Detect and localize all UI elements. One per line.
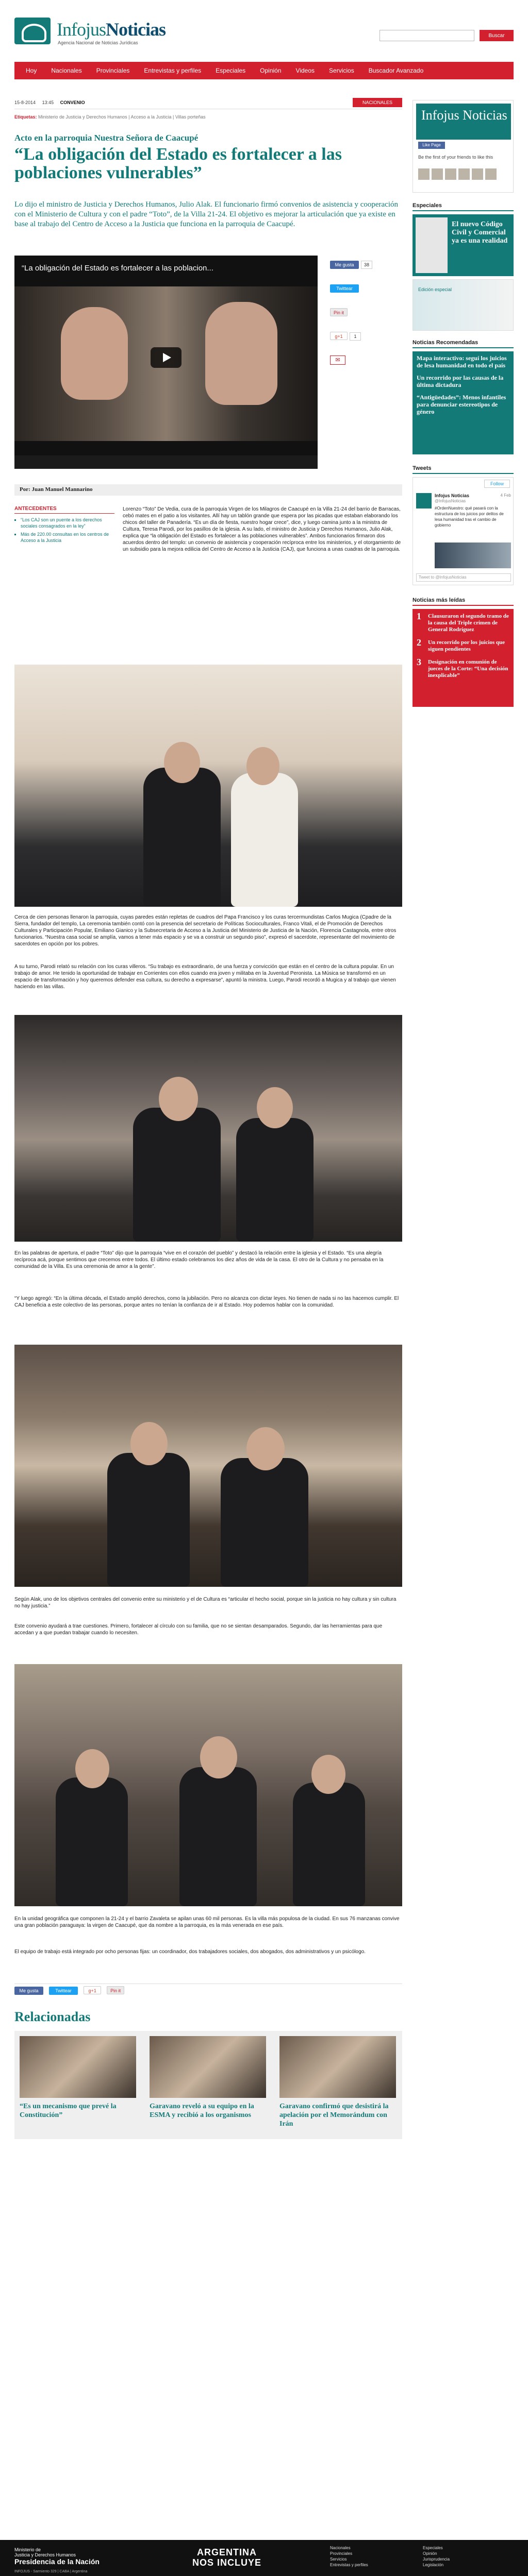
photo-head — [130, 1422, 168, 1465]
photo-head — [75, 1749, 109, 1788]
body-paragraph: El equipo de trabajo está integrado por ocho personas fijas: un coordinador, dos trabajadores sociales, dos abogados, dos administrativos y un psicólogo. — [14, 1949, 366, 1955]
photo-person — [179, 1767, 257, 1906]
search-box — [380, 30, 514, 41]
photo-head — [257, 1087, 293, 1128]
nav-item-especiales[interactable]: Especiales — [216, 67, 246, 74]
google-plus-button[interactable]: g+1 — [330, 332, 348, 340]
main-nav — [14, 62, 514, 79]
related-title: Relacionadas — [14, 2009, 91, 2024]
avatar — [458, 168, 470, 180]
tweet-to-input[interactable]: Tweet to @InfojusNoticias — [416, 573, 511, 582]
tags-list[interactable]: Ministerio de Justicia y Derechos Humanos | Acceso a la Justicia | Villas porteñas — [38, 114, 206, 120]
related-card[interactable] — [279, 2036, 396, 2128]
especial-banner[interactable] — [412, 279, 514, 331]
body-paragraph: En las palabras de apertura, el padre “Toto” dijo que la parroquia “vive en el corazón del pueblo” y destacó la relación entre la iglesia y el Estado. “Es una alegría recíproca acá, porque sentimos que crecemos entre todos. El último estado celebramos los diez años de vida de la casa. El otro de la Cultura y no pensaba en la comunidad de la Villa. Es una ceremonia de amor a la gente”. — [14, 1250, 384, 1269]
body-paragraph: A su turno, Parodi relató su relación con los curas villeros. “Su trabajo es extraordinario, de una fuerza y convicción que están en el centro de la cultura popular. En un trabajo de amor. He tenido la oportunidad de trabajar en Corrientes con ellos cuando era joven y militaba en la Juventud Peronista. La Música se transformó en un espacio de transformación y hoy queremos defender esa cultura, su derecho a expresarse”, apuntó la ministra. Luego, Parodi recordó a Mugica y al trabajo que vienen haciendo en las villas. — [14, 964, 396, 990]
facebook-count: 38 — [361, 261, 372, 269]
recomendadas-list — [412, 351, 514, 454]
antecedente-link[interactable]: ▪ “Los CAJ son un puente a los derechos sociales consagrados en la ley” — [21, 517, 114, 529]
body-paragraph: Este convenio ayudará a trae cuestiones. Primero, fortalecer al círculo con su familia, que no se sientan desamparados. Segundo, dar las herramientas para que accedan y a que puedan trabajar cuando lo necesiten. — [14, 1623, 383, 1636]
body-paragraph: “Y luego agregó: “En la última década, el Estado amplió derechos, como la jubilación. Pero no alcanza con dictar leyes. No tienen de nada si no las hacemos cumplir. El CAJ beneficia a este colectivo de las personas, porque antes no tenían la confianza de ir al Estado. Hoy podemos hablar con la comunidad. — [14, 1296, 399, 1308]
tweet-username: @InfojusNoticias — [435, 499, 466, 503]
article-photo — [14, 1015, 402, 1242]
photo-head — [246, 747, 279, 785]
footer-logo[interactable] — [14, 2547, 107, 2566]
related-image — [150, 2036, 266, 2098]
nacionales-button[interactable]: NACIONALES — [353, 98, 402, 107]
latest-number: 1 — [417, 611, 421, 621]
article-title: “La obligación del Estado es fortalecer a las poblaciones vulnerables” — [14, 145, 342, 182]
avatar — [418, 168, 430, 180]
footer-ministry-line2: Justicia y Derechos Humanos — [14, 2552, 76, 2557]
footer-links-1 — [330, 2545, 368, 2568]
antecedentes-title: ANTECEDENTES — [14, 506, 114, 514]
twitter-follow-button[interactable]: Follow — [484, 480, 510, 488]
google-plus-button[interactable]: g+1 — [84, 1986, 101, 1994]
especial-card[interactable] — [412, 214, 514, 276]
body-paragraph: Cerca de cien personas llenaron la parroquia, cuyas paredes están repletas de cuadros del Papa Francisco y los curas tercermundistas Carlos Mugica (Cpadre de la Sierra, fundador del templo, La ceremonia también contó con la presencia del secretario de Políticas Socioculturales, Franco Vitali, el de Promoción de Derechos Culturales y Participación Popular, Emiliano Gianico y la Subsecretaria de Acceso a la Justicia del Ministerio de Justicia de la Nación, Florencia Castagnola, entre otros funcionarios. “Nuestra casa social se amplía, vamos a tener más espacio y se va a construir un segundo piso”, expresó el sacerdote, representante del movimiento de sacerdotes en opción por los pobres. — [14, 914, 397, 947]
footer-link[interactable]: Opinión — [423, 2551, 437, 2556]
photo-head — [164, 742, 200, 783]
twitter-button[interactable]: Twittear — [330, 284, 359, 293]
nav-item-opinion[interactable]: Opinión — [260, 67, 282, 74]
related-card[interactable] — [20, 2036, 136, 2120]
related-headline[interactable]: Garavano confirmó que desistirá la apelación por el Memorándum con Irán — [279, 2103, 389, 2128]
site-logo[interactable] — [14, 14, 169, 48]
article-photo — [14, 665, 402, 907]
video-person-right — [205, 302, 277, 405]
photo-head — [159, 1077, 198, 1121]
latest-item[interactable]: 3 Designación en comunión de jueces de la Corte: “Una decisión inexplicable” — [417, 657, 508, 679]
photo-person — [133, 1108, 221, 1242]
recomendadas-heading: Noticias Recomendadas — [412, 338, 514, 348]
pinterest-button[interactable]: Pin it — [107, 1986, 124, 1994]
tweets-heading: Tweets — [412, 464, 514, 474]
related-headline[interactable]: “Es un mecanismo que prevé la Constitución” — [20, 2103, 117, 2119]
article-meta — [14, 100, 402, 109]
nav-item-nacionales[interactable]: Nacionales — [51, 67, 82, 74]
photo-person — [221, 1458, 308, 1587]
especial-title[interactable]: El nuevo Código Civil y Comercial ya es una realidad — [452, 221, 508, 245]
nav-item-provinciales[interactable]: Provinciales — [96, 67, 130, 74]
twitter-button[interactable]: Twittear — [49, 1987, 78, 1995]
latest-item[interactable]: 2 Un recorrido por los juicios que siguen pendientes — [417, 637, 505, 652]
avatar — [432, 168, 443, 180]
photo-person — [56, 1777, 128, 1906]
google-plus-count: 1 — [350, 332, 361, 341]
video-controls[interactable] — [14, 455, 318, 469]
site-header — [14, 14, 514, 48]
logo-text: InfojusNoticias — [57, 19, 166, 40]
latest-number: 3 — [417, 657, 421, 667]
photo-head — [200, 1736, 237, 1778]
pinterest-button[interactable]: Pin it — [330, 308, 348, 316]
footer-link[interactable]: Nacionales — [330, 2546, 351, 2550]
play-icon[interactable] — [151, 347, 182, 368]
body-paragraph: Según Alak, uno de los objetivos centrales del convenio entre su ministerio y el de Cultura es “articular el hecho social, porque sin la justicia no hay cultura y sin cultura no hay justicia.” — [14, 1597, 397, 1609]
avatar — [485, 168, 497, 180]
article-time: 13:45 — [42, 100, 54, 105]
latest-heading: Noticias más leídas — [412, 596, 514, 606]
search-input[interactable] — [380, 30, 474, 41]
article-kicker: Acto en la parroquia Nuestra Señora de Caacupé — [14, 133, 199, 143]
facebook-like-button[interactable]: Me gusta — [14, 1987, 43, 1995]
related-image — [20, 2036, 136, 2098]
mail-icon[interactable]: ✉ — [330, 355, 345, 365]
facebook-page-like-button[interactable]: Like Page — [418, 142, 445, 149]
article-photo — [14, 1345, 402, 1587]
latest-list — [412, 609, 514, 707]
facebook-faces — [418, 168, 509, 180]
avatar — [472, 168, 483, 180]
latest-number: 2 — [417, 637, 421, 648]
recomendada-item[interactable]: Mapa interactivo: seguí los juicios de lesa humanidad en todo el país — [417, 354, 507, 369]
footer-address: INFOJUS - Sarmiento 329 | CABA | Argentina — [14, 2570, 88, 2573]
especial-thumbnail — [416, 217, 448, 273]
avatar — [445, 168, 456, 180]
article-lead: Lo dijo el ministro de Justicia y Derechos Humanos, Julio Alak. El funcionario firmó convenios de asistencia y cooperación con el Ministerio de Cultura y con el padre “Toto”, de la Villa 21-24. El objetivo es mejorar la articulación que ya existe en base al trabajo del Centro de Acceso a la Justicia que funciona en la parroquia de Caacupé. — [14, 200, 398, 228]
photo-person — [143, 768, 221, 907]
footer-links-2 — [423, 2545, 450, 2568]
footer-ministry-line1: Ministerio de — [14, 2547, 41, 2552]
site-footer — [0, 2540, 528, 2576]
photo-head — [311, 1755, 345, 1794]
tweet-time: 4 Feb — [500, 493, 511, 498]
footer-link[interactable]: Entrevistas y perfiles — [330, 2563, 368, 2567]
related-card[interactable] — [150, 2036, 266, 2120]
facebook-page-name: Infojus Noticias — [421, 108, 507, 123]
footer-slogan: ARGENTINA NOS INCLUYE — [192, 2547, 261, 2568]
related-headline[interactable]: Garavano reveló a su equipo en la ESMA y recibió a los organismos — [150, 2103, 254, 2119]
tags — [14, 114, 402, 122]
footer-link[interactable]: Provinciales — [330, 2551, 353, 2556]
footer-presidency: Presidencia de la Nación — [14, 2557, 100, 2566]
photo-person — [236, 1118, 314, 1242]
recomendada-item[interactable]: “Antigüedades”: Menos infantiles para denunciar estereotipos de género — [417, 394, 506, 415]
photo-person — [293, 1783, 365, 1906]
facebook-cover[interactable] — [416, 104, 511, 140]
footer-link[interactable]: Legislación — [423, 2563, 444, 2567]
nav-item-servicios[interactable]: Servicios — [329, 67, 354, 74]
photo-person — [107, 1453, 190, 1587]
especial-banner-label: Edición especial — [418, 287, 452, 292]
tweet-text: #OrdenNuestro: qué pasará con la estructura de los juicios por delitos de lesa humanidad tras el cambio de gobierno — [435, 506, 504, 528]
article-photo — [14, 1664, 402, 1906]
video-player[interactable] — [14, 256, 318, 469]
antecedente-link[interactable]: ▪ Más de 220.00 consultas en los centros de Acceso a la Justicia — [21, 531, 114, 544]
tweet-avatar — [416, 493, 432, 509]
latest-item[interactable]: 1 Clausuraron el segundo tramo de la causa del Triple crimen de General Rodríguez — [417, 611, 509, 633]
nav-item-hoy[interactable]: Hoy — [26, 67, 37, 74]
photo-head — [246, 1427, 285, 1470]
article-section: CONVENIO — [60, 100, 85, 105]
body-paragraph: Lorenzo “Toto” De Vedia, cura de la parroquia Virgen de los Milagros de Caacupé en la Villa 21-24 del barrio de Barracas, cebó mates en el patio a los visitantes. Allí hay un tablón grande que espera por las picadas que estaban elaborando los chicos del taller de Panadería. “Es un día de fiesta, nuestro hogar crece”, dice, y luego camina junto a la ministra de Cultura, Teresa Parodi, por los pasillos de la iglesia. A su lado, el ministro de Justicia y Derechos Humanos, Julio Alak, explica que “la obligación del Estado es fortalecer a las poblaciones vulnerables”. Ambos funcionarios firmaron dos acuerdos dentro del templo: un convenio de asistencia y cooperación recíproca entre los ministerios, y el otorgamiento de un subsidio para la mejora edilicia del Centro de Acceso a la Justicia (CAJ), que funciona a unas cuadras de la parroquia. — [123, 506, 401, 552]
antecedentes-box — [14, 506, 114, 546]
related-band — [14, 2031, 402, 2139]
tweet-image — [435, 543, 511, 568]
especiales-heading: Especiales — [412, 201, 514, 211]
tags-label: Etiquetas: — [14, 114, 37, 120]
recomendada-item[interactable]: Un recorrido por las causas de la última dictadura — [417, 374, 504, 388]
article-date: 15-8-2014 — [14, 100, 36, 105]
facebook-friends-text: Be the first of your friends to like this — [418, 155, 493, 160]
share-column — [330, 261, 392, 379]
tweet-name: Infojus Noticias — [435, 493, 470, 498]
footer-link[interactable]: Especiales — [423, 2546, 443, 2550]
logo-tagline: Agencia Nacional de Noticias Jurídicas — [58, 40, 138, 45]
facebook-widget — [412, 100, 514, 193]
photo-person — [231, 773, 298, 907]
nav-item-videos[interactable]: Videos — [295, 67, 315, 74]
related-image — [279, 2036, 396, 2098]
facebook-like-button[interactable]: Me gusta — [330, 261, 359, 269]
logo-mark-icon — [14, 18, 51, 44]
video-title[interactable]: “La obligación del Estado es fortalecer a las poblacion... — [22, 264, 213, 273]
nav-item-entrevistas[interactable]: Entrevistas y perfiles — [144, 67, 202, 74]
video-person-left — [61, 307, 128, 400]
bottom-share-bar — [14, 1984, 402, 1994]
nav-item-buscador[interactable]: Buscador Avanzado — [368, 67, 424, 74]
search-button[interactable]: Buscar — [480, 30, 514, 41]
article-author: Por: Juan Manuel Mannarino — [14, 484, 402, 496]
body-paragraph: En la unidad geográfica que componen la 21-24 y el barrio Zavaleta se apilan unas 60 mil personas. Es la villa más populosa de la ciudad. En sus 76 manzanas convive una gran población paraguaya: la virgen de Caacupé, que da nombre a la parroquia, es la más venerada en ese país. — [14, 1916, 400, 1928]
twitter-widget — [412, 477, 514, 585]
footer-link[interactable]: Servicios — [330, 2557, 347, 2562]
footer-link[interactable]: Jurisprudencia — [423, 2557, 450, 2562]
